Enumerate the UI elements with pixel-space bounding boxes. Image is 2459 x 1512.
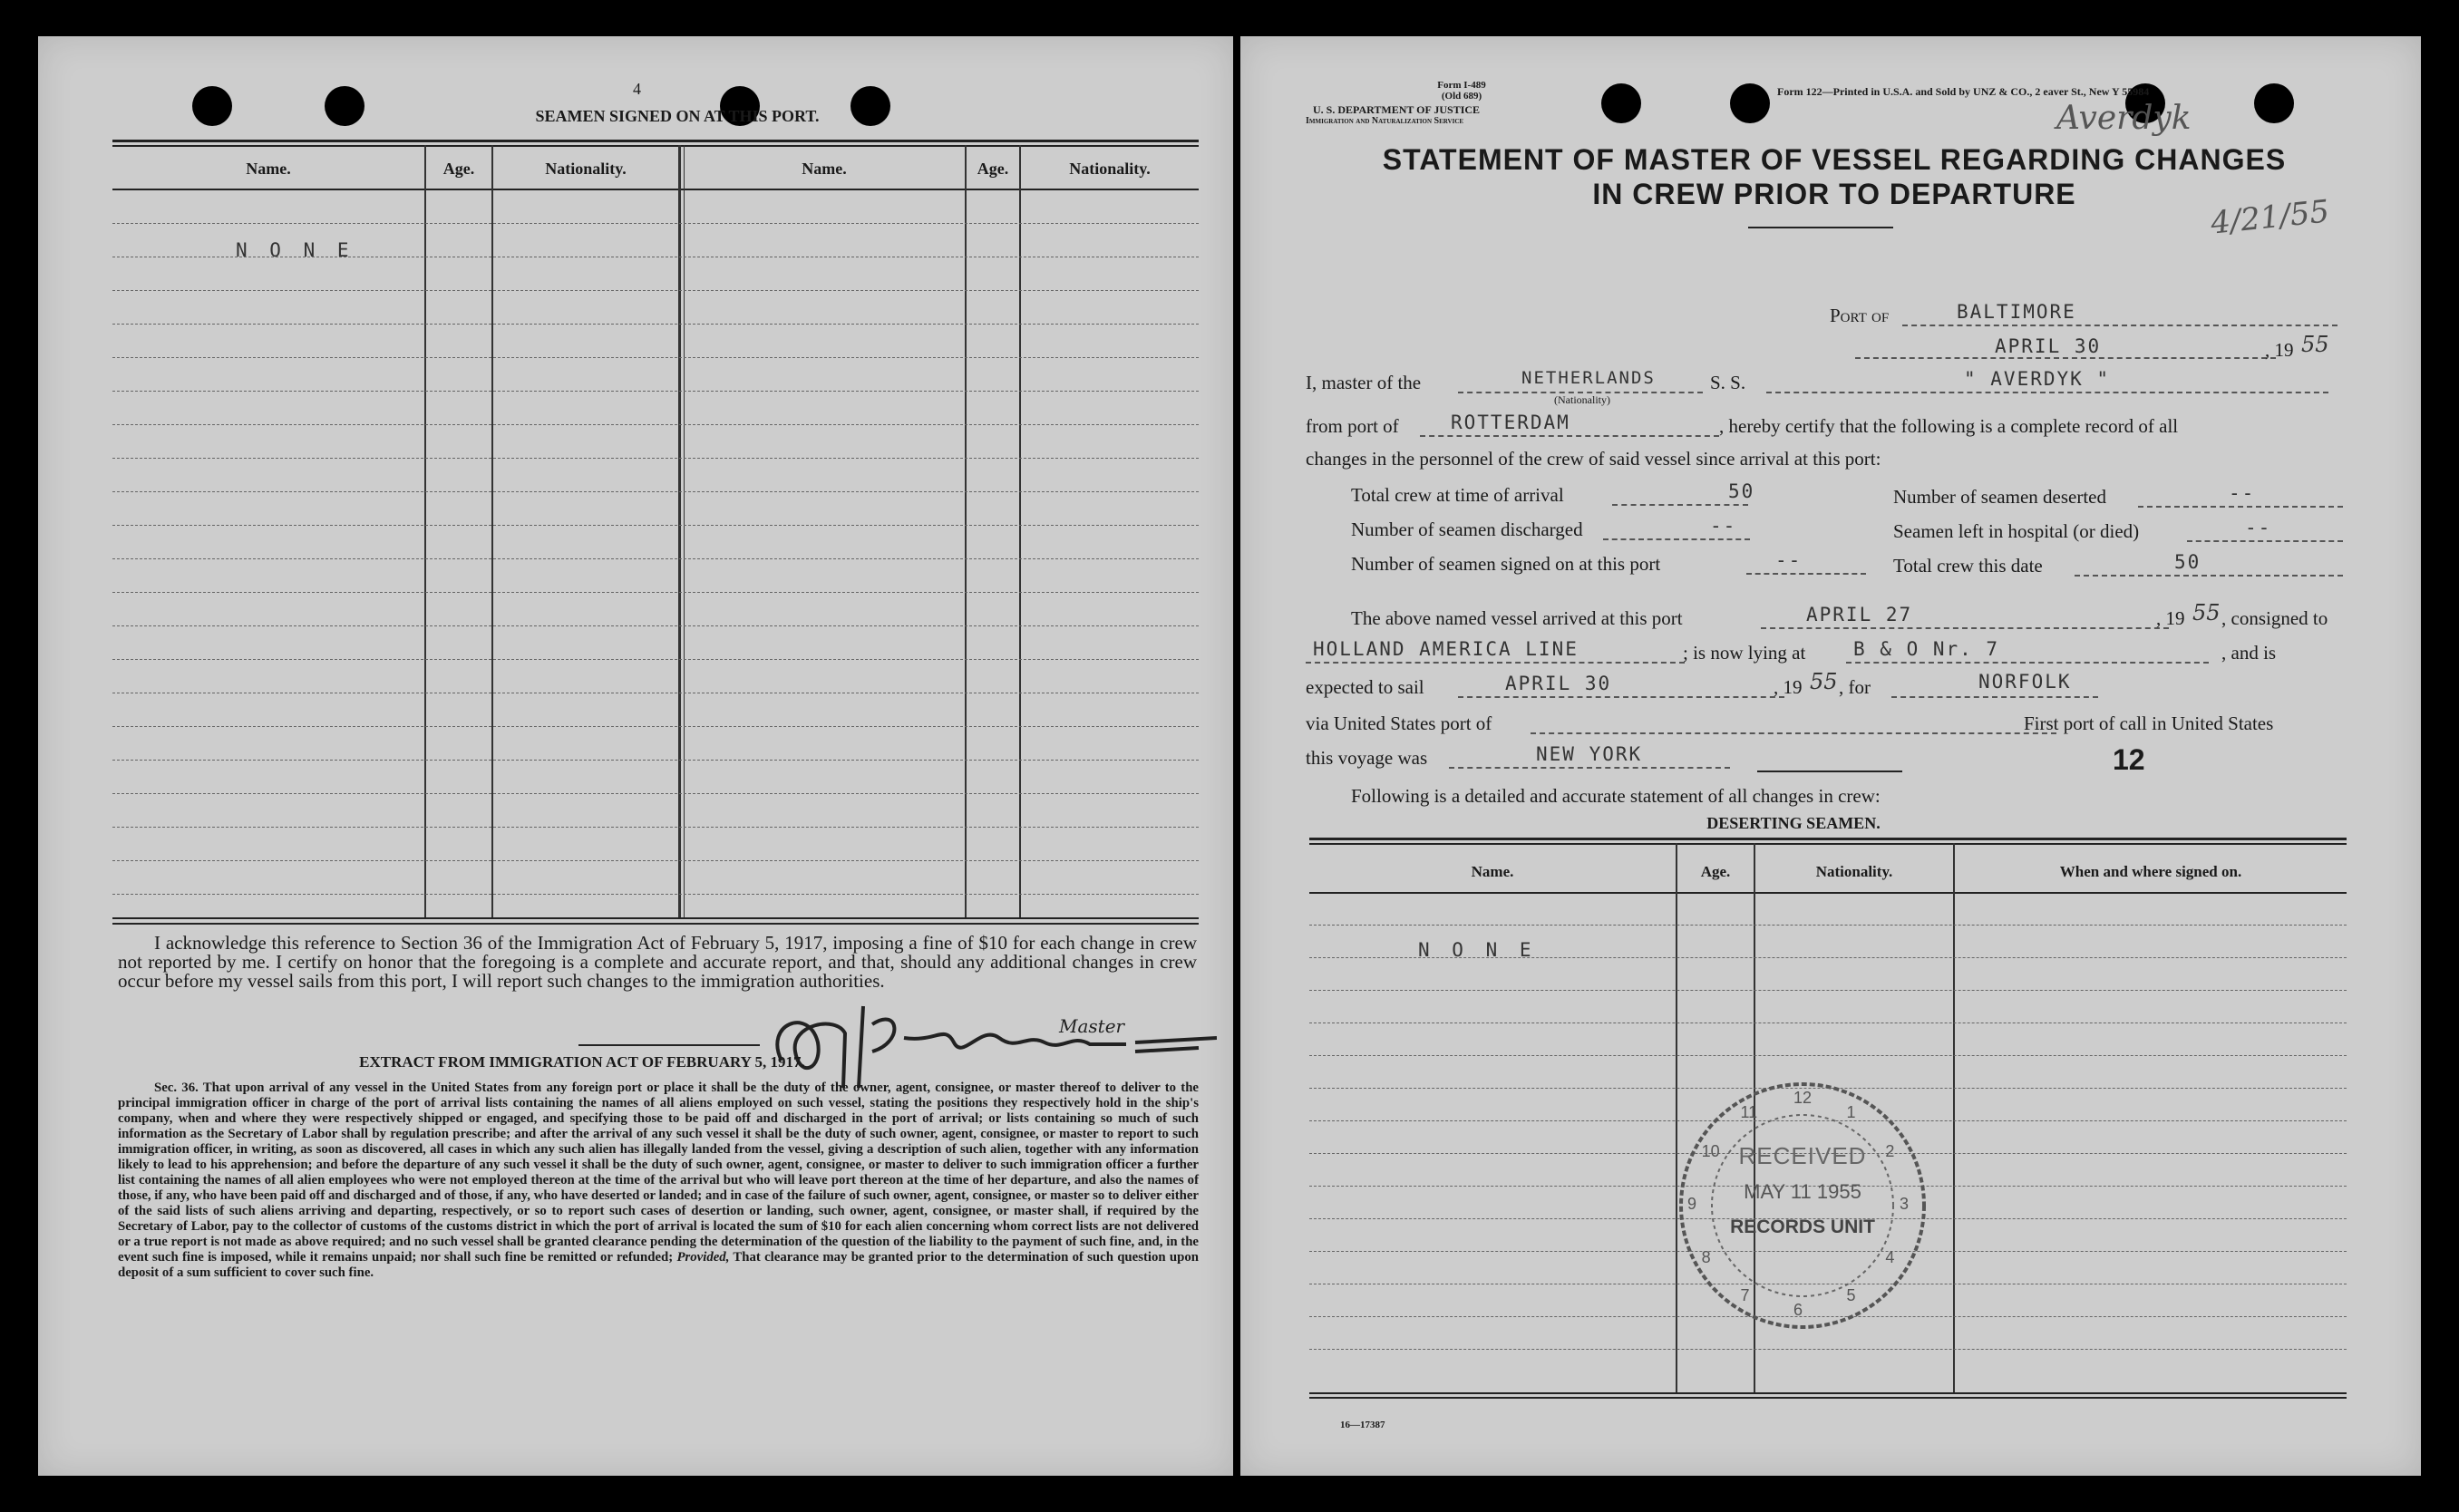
footer-code: 16—17387: [1340, 1420, 1385, 1430]
voyage-label: this voyage was: [1306, 747, 1428, 769]
column-header-age: Age.: [977, 160, 1009, 178]
extract-title: EXTRACT FROM IMMIGRATION ACT OF FEBRUARY 5, 1917.: [359, 1053, 805, 1071]
consigned-label: , consigned to: [2221, 607, 2328, 629]
column-header-age: Age.: [442, 160, 475, 178]
deserted-label: Number of seamen deserted: [1893, 486, 2106, 508]
total-crew-arrival: 50: [1728, 480, 1755, 502]
table-row: [112, 290, 1199, 291]
table-row: [112, 793, 1199, 794]
signed-on-value: --: [1775, 549, 1803, 571]
punch-hole: [2254, 83, 2294, 123]
changes-text: changes in the personnel of the crew of said vessel since arrival at this port:: [1306, 448, 1881, 470]
hospital-label: Seamen left in hospital (or died): [1893, 520, 2140, 542]
signed-on-label: Number of seamen signed on at this port: [1351, 553, 1661, 575]
table-row: [112, 357, 1199, 358]
form-title-line2: IN CREW PRIOR TO DEPARTURE: [1592, 178, 2076, 210]
table-row: [112, 827, 1199, 828]
form-old-number: (Old 689): [1441, 91, 1482, 102]
arrived-label: The above named vessel arrived at this port: [1351, 607, 1683, 629]
from-port-value: ROTTERDAM: [1451, 412, 1570, 433]
stamp-ring-number: 7: [1740, 1286, 1750, 1305]
certify-text: , hereby certify that the following is a complete record of all: [1719, 415, 2179, 437]
sail-year-prefix: , 19: [1774, 676, 1803, 698]
table-row: [112, 491, 1199, 492]
stamp-ring-number: 4: [1885, 1247, 1895, 1266]
discharged-value: --: [1710, 515, 1737, 537]
from-port-label: from port of: [1306, 415, 1399, 437]
stamp-ring-number: 6: [1793, 1301, 1803, 1319]
arrived-year-prefix: , 19: [2156, 607, 2185, 629]
table-row: [1309, 1349, 2347, 1350]
section-title: SEAMEN SIGNED ON AT THIS PORT.: [535, 107, 820, 125]
column-header-name: Name.: [246, 160, 291, 178]
table-row: [1309, 957, 2347, 958]
seamen-signed-on-table: [112, 140, 1199, 919]
table-row: [112, 860, 1199, 861]
received-stamp: [1676, 1079, 1929, 1333]
acknowledgement-text: I acknowledge this reference to Section 36 of the Immigration Act of February 5, 1917, imposing a fine of $10 for each change in crew not reported by me. I certify on honor that the foregoing is a complete and accurate report, and that, should any additional changes in crew occur before my vessel sails from this port, I will report such changes to the immigration authorities.: [118, 932, 1197, 992]
column-header-signed-on: When and where signed on.: [2059, 863, 2242, 880]
table-row: [112, 659, 1199, 660]
column-header-nationality: Nationality.: [545, 160, 627, 178]
total-crew-date-label: Total crew this date: [1893, 555, 2043, 577]
printer-line: Form 122—Printed in U.S.A. and Sold by UNZ & CO., 2 eaver St., New Y 55984: [1777, 85, 2150, 98]
column-header-nationality: Nationality.: [1815, 863, 1893, 880]
stamp-ring-number: 10: [1701, 1141, 1720, 1160]
table-row: [112, 558, 1199, 559]
extract-provided: Provided,: [676, 1250, 730, 1265]
extract-tail: That clearance may be granted prior to the determination of such question upon deposit of a sum sufficient to cover such fine.: [118, 1250, 1199, 1280]
table-row: [112, 592, 1199, 593]
stamp-ring-number: 1: [1846, 1102, 1856, 1121]
punch-hole: [192, 86, 232, 126]
total-crew-arrival-label: Total crew at time of arrival: [1351, 484, 1564, 506]
table-rows: [112, 140, 1199, 919]
table-row: [112, 525, 1199, 526]
stamp-ring-number: 9: [1687, 1195, 1697, 1213]
deserting-title: DESERTING SEAMEN.: [1706, 814, 1881, 832]
extract-section: Sec. 36.: [154, 1081, 199, 1095]
discharged-label: Number of seamen discharged: [1351, 519, 1583, 540]
for-label: , for: [1839, 676, 1871, 698]
table-row: [112, 894, 1199, 895]
table-row: [112, 760, 1199, 761]
stamp-ring-number: 5: [1846, 1286, 1856, 1305]
punch-hole: [325, 86, 364, 126]
hospital-value: --: [2245, 517, 2272, 538]
arrived-year: 55: [2192, 600, 2221, 625]
ss-label: S. S.: [1710, 372, 1746, 393]
handwritten-vessel-name: Averdyk: [2056, 100, 2192, 137]
column-header-age: Age.: [1700, 863, 1731, 880]
table-row: [112, 625, 1199, 626]
master-of-label: I, master of the: [1306, 372, 1422, 393]
service: Immigration and Naturalization Service: [1306, 116, 1464, 126]
total-crew-date: 50: [2174, 551, 2201, 573]
nationality-value: NETHERLANDS: [1521, 368, 1656, 388]
column-header-name: Name.: [802, 160, 847, 178]
table-row: [112, 424, 1199, 425]
table-row: [112, 324, 1199, 325]
table-entry: N O N E: [236, 239, 355, 261]
following-text: Following is a detailed and accurate statement of all changes in crew:: [1351, 785, 1881, 807]
form-title-line1: STATEMENT OF MASTER OF VESSEL REGARDING CHANGES: [1382, 143, 2287, 176]
right-page: [1240, 36, 2421, 1476]
sail-date: APRIL 30: [1505, 673, 1612, 694]
lying-label: ; is now lying at: [1683, 642, 1806, 664]
left-page: [38, 36, 1233, 1476]
first-port: NEW YORK: [1536, 743, 1643, 765]
table-row: [112, 458, 1199, 459]
sail-year: 55: [1810, 669, 1838, 694]
consignee: HOLLAND AMERICA LINE: [1313, 638, 1579, 660]
via-label: via United States port of: [1306, 712, 1492, 734]
column-header-nationality: Nationality.: [1069, 160, 1151, 178]
date-value: APRIL 30: [1995, 335, 2102, 357]
table-row: [112, 726, 1199, 727]
expected-label: expected to sail: [1306, 676, 1424, 698]
punch-hole: [1730, 83, 1770, 123]
lying-at: B & O Nr. 7: [1853, 638, 2000, 660]
sail-for: NORFOLK: [1978, 671, 2072, 693]
date-year: 55: [2301, 332, 2329, 357]
deserted-value: --: [2229, 482, 2256, 504]
extract-text: [118, 1081, 1199, 1281]
stamp-ring-number: 2: [1885, 1141, 1895, 1160]
page-number: 4: [633, 80, 641, 98]
port-of-label: Port of: [1830, 305, 1890, 326]
punch-hole: [1601, 83, 1641, 123]
vessel-name: " AVERDYK ": [1964, 368, 2111, 390]
arrived-date: APRIL 27: [1806, 604, 1913, 625]
first-port-label: First port of call in United States: [2024, 712, 2274, 734]
date-year-prefix: , 19: [2265, 339, 2294, 361]
column-header-name: Name.: [1471, 863, 1514, 880]
form-number: Form I-489: [1437, 80, 1486, 91]
department: U. S. DEPARTMENT OF JUSTICE: [1313, 103, 1481, 116]
table-row: [1309, 990, 2347, 991]
nationality-caption: (Nationality): [1554, 393, 1610, 406]
table-row: [1309, 1055, 2347, 1056]
stamp-ring-number: 8: [1701, 1247, 1711, 1266]
master-label: Master: [1059, 1015, 1125, 1037]
count-mark: 12: [2113, 743, 2145, 776]
stamp-ring-number: 3: [1900, 1195, 1910, 1213]
stamp-ring-number: 11: [1740, 1102, 1758, 1121]
table-entry: N O N E: [1418, 939, 1537, 961]
table-row: [112, 223, 1199, 224]
and-is-label: , and is: [2221, 642, 2277, 664]
table-row: [1309, 925, 2347, 926]
extract-body: That upon arrival of any vessel in the United States from any foreign port or place it shall be the duty of the owner, agent, consignee, or master thereof to deliver to the principal immigration officer in charge of the port of arrival lists containing the names of all aliens employed on such vessel, stating the positions they respectively hold in the ship's company, when and where they were respectively shipped or engaged, and specifying those to be paid off and discharged in the port of arrival; or lists containing so much of such information as the Secretary of Labor shall by regulation prescribe; and after the arrival of any such vessel it shall be the duty of such owner, agent, consignee, or master to report to such immigration officer, in writing, as soon as discovered, all cases in which any such alien has illegally landed from the vessel, giving a description of such alien, together with any information likely to lead to his apprehension; and before the departure of any such vessel it shall be the duty of such owner, agent, consignee, or master to deliver to such immigration officer a further list containing the names of all alien employees who were not employed thereon at the time of the arrival but who will leave port thereon at the time of her departure, and also the names of those, if any, who have been paid off and discharged and of those, if any, who have deserted or landed; and in case of the failure of such owner, agent, consignee, or master so to deliver either of the said lists of such aliens arriving and departing, respectively, or so to report such cases of desertion or landing, such owner, agent, consignee, or master shall, if required by the Secretary of Labor, pay to the collector of customs of the customs district in which the port of arrival is located the sum of $10 for each alien concerning whom correct lists are not delivered or a true report is not made as above required; and no such vessel shall be granted clearance pending the determination of the question of the liability to the payment of such fine, and, in the event such fine is imposed, while it remains unpaid; nor shall such fine be remitted or refunded;: [118, 1081, 1199, 1265]
stamp-unit: RECORDS UNIT: [1730, 1216, 1875, 1237]
table-row: [112, 391, 1199, 392]
port-of-value: BALTIMORE: [1957, 301, 2076, 323]
handwritten-date: 4/21/55: [2209, 193, 2331, 242]
stamp-ring: [1676, 1079, 1929, 1333]
stamp-date: MAY 11 1955: [1744, 1180, 1861, 1203]
stamp-received: RECEIVED: [1738, 1142, 1867, 1169]
stamp-ring-number: 12: [1793, 1089, 1813, 1107]
